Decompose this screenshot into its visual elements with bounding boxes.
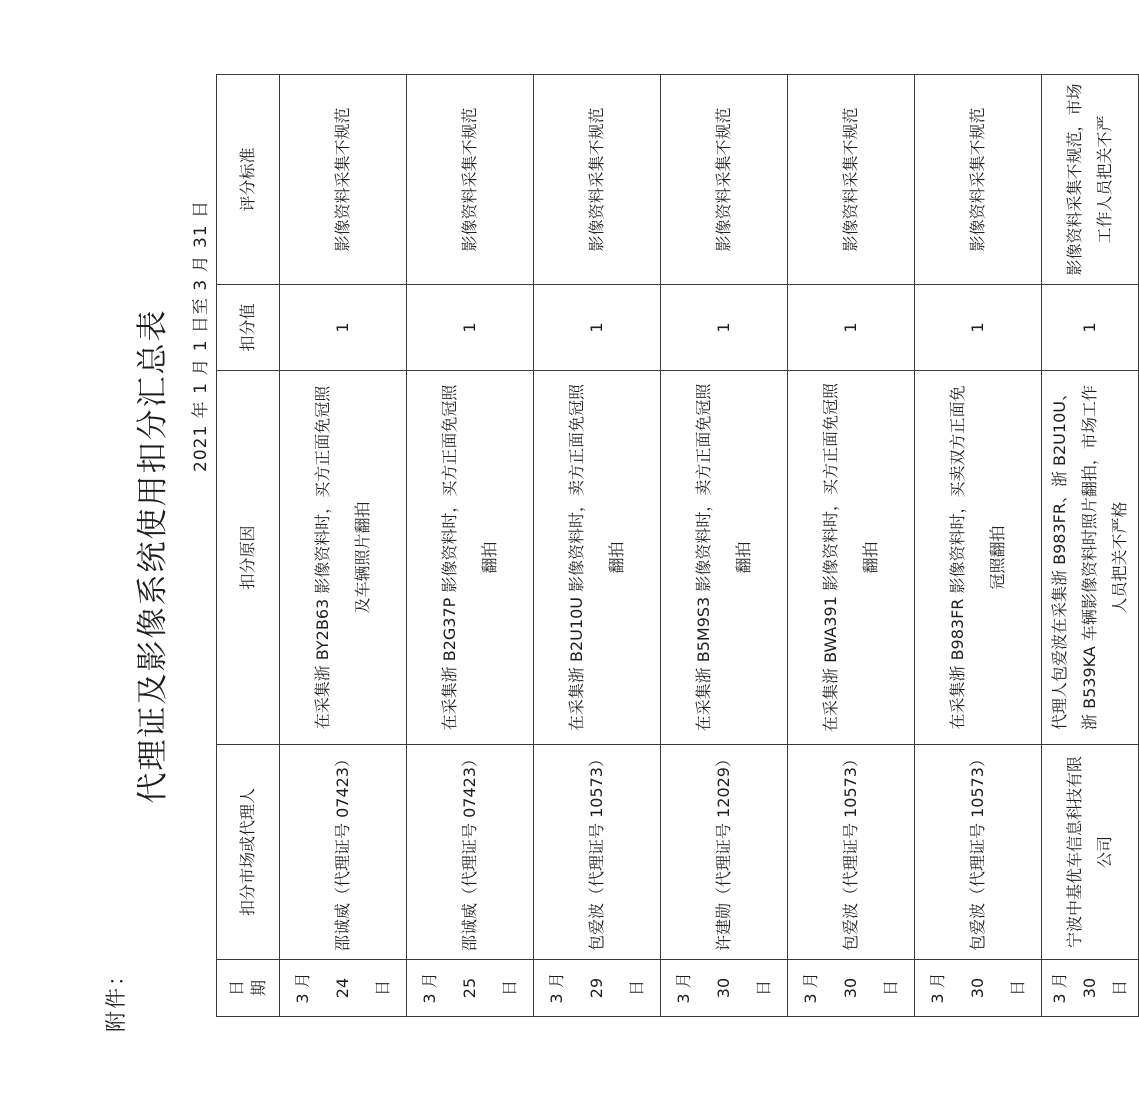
- cell-reason: 在采集浙 B983FR 影像资料时，买卖双方正面免冠照翻拍: [915, 371, 1042, 745]
- attachment-label: 附件：: [104, 963, 128, 1032]
- table-row: [661, 75, 788, 1017]
- cell-standard: 影像资料采集不规范: [788, 75, 915, 285]
- cell-date: 3 月 30 日: [915, 960, 1042, 1017]
- table-row: [407, 75, 534, 1017]
- cell-points: 1: [534, 285, 661, 371]
- cell-reason: 在采集浙 BY2B63 影像资料时，买方正面免冠照及车辆照片翻拍: [280, 371, 407, 745]
- cell-date: 3 月 29 日: [534, 960, 661, 1017]
- cell-reason: 在采集浙 B2U10U 影像资料时，卖方正面免冠照翻拍: [534, 371, 661, 745]
- cell-agent: 邵诚威（代理证号 07423）: [280, 745, 407, 960]
- table-row: [788, 75, 915, 1017]
- cell-standard: 影像资料采集不规范: [534, 75, 661, 285]
- cell-date: 3 月 30 日: [661, 960, 788, 1017]
- cell-agent: 宁波中基优车信息科技有限公司: [1042, 745, 1139, 960]
- cell-points: 1: [280, 285, 407, 371]
- cell-points: 1: [661, 285, 788, 371]
- cell-points: 1: [407, 285, 534, 371]
- cell-agent: 包爱波（代理证号 10573）: [915, 745, 1042, 960]
- date-range: 2021 年 1 月 1 日至 3 月 31 日: [191, 200, 211, 472]
- cell-date: 3 月 30 日: [788, 960, 915, 1017]
- cell-date: 3 月 24 日: [280, 960, 407, 1017]
- cell-agent: 许建勋（代理证号 12029）: [661, 745, 788, 960]
- cell-agent: 邵诚威（代理证号 07423）: [407, 745, 534, 960]
- table-row: [1042, 75, 1139, 1017]
- table-row: [280, 75, 407, 1017]
- cell-standard: 影像资料采集不规范: [915, 75, 1042, 285]
- cell-standard: 影像资料采集不规范，市场工作人员把关不严: [1042, 75, 1139, 285]
- cell-reason: 代理人包爱波在采集浙 B983FR、浙 B2U10U、浙 B539KA 车辆影像资料时照片翻拍，市场工作人员把关不严格: [1042, 371, 1139, 745]
- table-header-row: [217, 75, 280, 1017]
- cell-date: 3 月 25 日: [407, 960, 534, 1017]
- table-row: [534, 75, 661, 1017]
- cell-agent: 包爱波（代理证号 10573）: [788, 745, 915, 960]
- cell-standard: 影像资料采集不规范: [661, 75, 788, 285]
- cell-points: 1: [915, 285, 1042, 371]
- cell-reason: 在采集浙 B5M9S3 影像资料时，卖方正面免冠照翻拍: [661, 371, 788, 745]
- header-agent: 扣分市场或代理人: [217, 745, 280, 960]
- header-reason: 扣分原因: [217, 371, 280, 745]
- cell-reason: 在采集浙 B2G37P 影像资料时，买方正面免冠照翻拍: [407, 371, 534, 745]
- document-title: 代理证及影像系统使用扣分汇总表: [135, 308, 171, 804]
- cell-reason: 在采集浙 BWA391 影像资料时，买方正面免冠照翻拍: [788, 371, 915, 745]
- header-points: 扣分值: [217, 285, 280, 371]
- cell-standard: 影像资料采集不规范: [407, 75, 534, 285]
- cell-date: 3 月 30 日: [1042, 960, 1139, 1017]
- cell-agent: 包爱波（代理证号 10573）: [534, 745, 661, 960]
- deduction-table: [216, 74, 1139, 1017]
- header-standard: 评分标准: [217, 75, 280, 285]
- cell-points: 1: [788, 285, 915, 371]
- cell-standard: 影像资料采集不规范: [280, 75, 407, 285]
- header-date: 日 期: [217, 960, 280, 1017]
- cell-points: 1: [1042, 285, 1139, 371]
- table-row: [915, 75, 1042, 1017]
